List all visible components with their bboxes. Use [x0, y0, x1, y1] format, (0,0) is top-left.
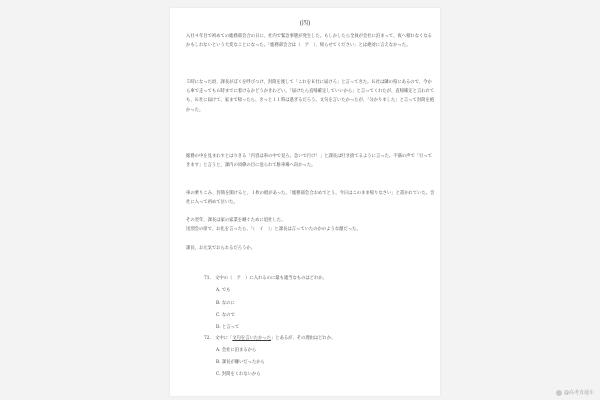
question-71-option-c: C. なので	[216, 313, 235, 318]
paragraph-7: 課長、お元気でおられるだろうか。	[186, 246, 256, 251]
paragraph-1: 入社４年目で初めての総務部会合の日に、社内で緊急事態が発生した。もしかしたら全員が会社に泊まって、夜へ帰れなくなるかもしれないという大変なことになった。「総務部会合は（ ア ）、帰らせてください」とは絶対に言えなかった。	[186, 34, 432, 49]
question-72-suffix: 」とあるが、その理由はどれか。	[271, 336, 336, 341]
question-72-option-c: C. 封筒をくれないから	[216, 372, 261, 377]
document-page	[170, 8, 440, 396]
paragraph-4: 車の乗りこみ、封筒を開けると、１枚の紙があった。「総務部会合おめでとう。今日はこのまま帰りなさい」と書かれていた。会社に入って初めて泣いた。	[186, 191, 435, 206]
paragraph-2: ５時になった頃、課長がぼくを呼びつけ、封筒を渡して「これをＫ社に届けろ」と言ってきた。Ｋ社は隣の県にあるので、今から車で走っても６時までに着けるかどうかきわどい。「届けたら直帰確定していいから」と言ってくれたが、直帰確定と言われても、Ｋ社に届けて、家まで帰ったら、きっと１１時は過ぎるだろう。文句を言いたかったが、「分かりました」と言って封筒を抱かった。	[186, 80, 435, 113]
paragraph-5: その翌年、課長は家の家業を継ぐために退社した。	[186, 218, 286, 223]
paragraph-3: 総務の中を見まわすとはりきる「内容は車の中で見ろ。急いで行け！」と課長は吐き捨てるように言った。不満の声で「行ってきます」と言うと、課内の同僚の目に送られて駐車場へ向かった。	[186, 154, 433, 169]
question-71: 71. 文中の（ ア ）に入れるのに最も適当なものはどれか。	[204, 276, 327, 281]
question-72-option-a: A. 会社に泊まるから	[216, 348, 257, 353]
question-72-option-b: B. 課長が嫌いだったから	[216, 360, 265, 365]
question-72-prefix: 72. 文中に「	[204, 336, 233, 341]
paragraph-6: 送別会の席で、お礼を言ったら、「（ イ ）」と課長は言っていたのかのような顔だった。	[186, 227, 361, 232]
weibo-icon	[556, 390, 562, 396]
watermark	[556, 389, 594, 396]
section-label: (四)	[299, 20, 311, 27]
watermark-text: @高考直通车	[563, 390, 594, 396]
question-72-underlined-phrase: 文句を言いたかった	[232, 336, 271, 341]
question-71-option-b: B. なのに	[216, 301, 235, 306]
question-72	[204, 334, 434, 343]
question-71-option-d: D. と言って	[216, 325, 240, 330]
question-71-option-a: A. でも	[216, 288, 231, 293]
